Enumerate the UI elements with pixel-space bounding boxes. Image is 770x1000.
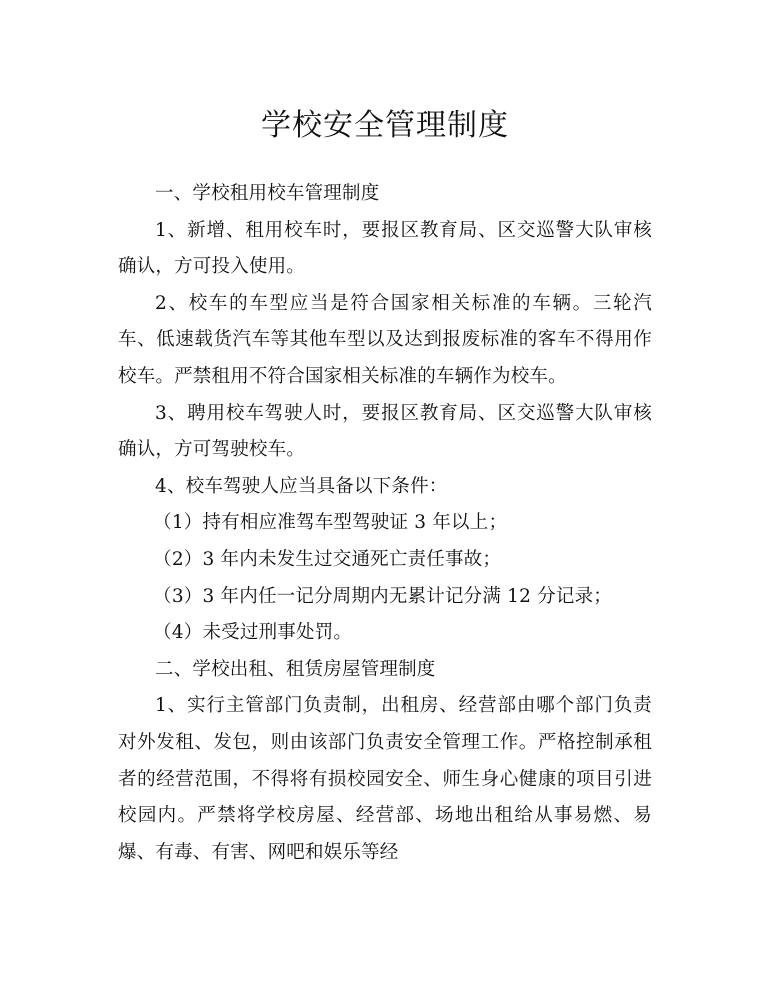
document-title: 学校安全管理制度: [261, 108, 509, 143]
paragraph: 3、聘用校车驾驶人时，要报区教育局、区交巡警大队审核确认，方可驾驶校车。: [118, 402, 652, 461]
section-heading: 二、学校出租、租赁房屋管理制度: [155, 658, 436, 680]
list-item: （4）未受过刑事处罚。: [153, 622, 353, 644]
list-item: （3）3 年内任一记分周期内无累计记分满 12 分记录；: [153, 585, 612, 607]
paragraph: 1、实行主管部门负责制，出租房、经营部由哪个部门负责对外发租、发包，则由该部门负责安全管理工作。严格控制承租者的经营范围，不得将有损校园安全、师生身心健康的项目引进校园内。严禁将学校房屋、经营部、场地出租给从事易燃、易爆、有毒、有害、网吧和娱乐等经: [118, 695, 652, 863]
paragraph: 2、校车的车型应当是符合国家相关标准的车辆。三轮汽车、低速载货汽车等其他车型以及达到报废标准的客车不得用作校车。严禁租用不符合国家相关标准的车辆作为校车。: [118, 292, 652, 387]
list-item: （2）3 年内未发生过交通死亡责任事故；: [153, 548, 502, 570]
section-heading: 一、学校租用校车管理制度: [155, 183, 380, 204]
paragraph: 4、校车驾驶人应当具备以下条件：: [155, 475, 448, 497]
list-item: （1）持有相应准驾车型驾驶证 3 年以上；: [153, 512, 508, 534]
paragraph: 1、新增、租用校车时，要报区教育局、区交巡警大队审核确认，方可投入使用。: [118, 219, 652, 278]
